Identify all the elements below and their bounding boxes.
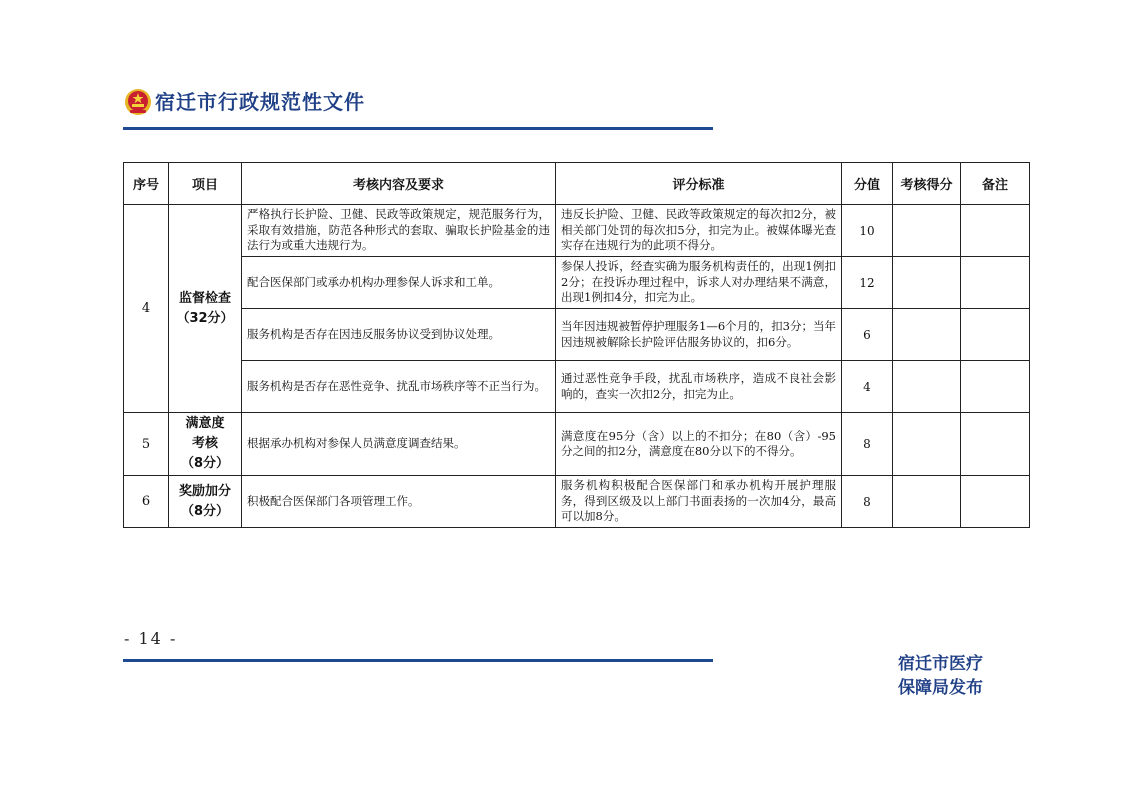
row-number: 6	[124, 476, 169, 528]
header-item: 项目	[169, 163, 242, 205]
content-cell: 服务机构是否存在因违反服务协议受到协议处理。	[242, 309, 556, 361]
content-cell: 根据承办机构对参保人员满意度调查结果。	[242, 413, 556, 476]
item-points: （32分）	[176, 310, 234, 326]
item-name-line2: 考核	[191, 436, 218, 451]
item-name: 奖励加分	[178, 483, 231, 499]
note-cell	[961, 476, 1030, 528]
item-cell	[169, 413, 242, 476]
header-criteria: 评分标准	[556, 163, 842, 205]
criteria-cell: 满意度在95分（含）以上的不扣分；在80（含）-95分之间的扣2分，满意度在80分以下的不得分。	[556, 413, 842, 476]
publisher-label	[898, 652, 998, 700]
score-cell: 12	[842, 257, 893, 309]
content-cell: 服务机构是否存在恶性竞争、扰乱市场秩序等不正当行为。	[242, 361, 556, 413]
publisher-line1: 宿迁市医疗	[898, 654, 983, 674]
header-result: 考核得分	[893, 163, 961, 205]
score-cell: 8	[842, 413, 893, 476]
header-divider	[123, 127, 713, 130]
row-number: 5	[124, 413, 169, 476]
criteria-cell: 服务机构积极配合医保部门和承办机构开展护理服务，得到区级及以上部门书面表扬的一次加4分，最高可以加8分。	[556, 476, 842, 528]
note-cell	[961, 413, 1030, 476]
header-content: 考核内容及要求	[242, 163, 556, 205]
result-cell	[893, 361, 961, 413]
publisher-line2: 保障局发布	[898, 678, 983, 698]
result-cell	[893, 476, 961, 528]
score-cell: 8	[842, 476, 893, 528]
table-row	[124, 257, 1030, 309]
criteria-cell: 参保人投诉，经查实确为服务机构责任的，出现1例扣2分；在投诉办理过程中，诉求人对办理结果不满意，出现1例扣4分，扣完为止。	[556, 257, 842, 309]
criteria-cell: 违反长护险、卫健、民政等政策规定的每次扣2分，被相关部门处罚的每次扣5分，扣完为止。被媒体曝光查实存在违规行为的此项不得分。	[556, 205, 842, 257]
result-cell	[893, 205, 961, 257]
item-name: 监督检查	[178, 290, 231, 306]
page-number: - 14 -	[124, 629, 178, 648]
score-cell: 10	[842, 205, 893, 257]
content-cell: 配合医保部门或承办机构办理参保人诉求和工单。	[242, 257, 556, 309]
assessment-table	[123, 162, 1030, 528]
table-row	[124, 361, 1030, 413]
row-number: 4	[124, 205, 169, 413]
item-cell	[169, 476, 242, 528]
note-cell	[961, 257, 1030, 309]
score-cell: 6	[842, 309, 893, 361]
result-cell	[893, 413, 961, 476]
item-name-line1: 满意度	[185, 416, 225, 431]
note-cell	[961, 205, 1030, 257]
footer-divider	[123, 659, 713, 662]
table-row	[124, 413, 1030, 476]
table-row	[124, 205, 1030, 257]
item-points: （8分）	[180, 503, 230, 519]
score-cell: 4	[842, 361, 893, 413]
result-cell	[893, 309, 961, 361]
note-cell	[961, 309, 1030, 361]
header-no: 序号	[124, 163, 169, 205]
note-cell	[961, 361, 1030, 413]
document-header-title: 宿迁市行政规范性文件	[155, 90, 365, 114]
table-header-row	[124, 163, 1030, 205]
result-cell	[893, 257, 961, 309]
header-score: 分值	[842, 163, 893, 205]
table-row	[124, 476, 1030, 528]
national-emblem-icon	[124, 88, 152, 116]
content-cell: 严格执行长护险、卫健、民政等政策规定，规范服务行为，采取有效措施，防范各种形式的套取、骗取长护险基金的违法行为或重大违规行为。	[242, 205, 556, 257]
criteria-cell: 当年因违规被暂停护理服务1—6个月的，扣3分；当年因违规被解除长护险评估服务协议的，扣6分。	[556, 309, 842, 361]
item-cell	[169, 205, 242, 413]
content-cell: 积极配合医保部门各项管理工作。	[242, 476, 556, 528]
criteria-cell: 通过恶性竞争手段，扰乱市场秩序，造成不良社会影响的，查实一次扣2分，扣完为止。	[556, 361, 842, 413]
table-row	[124, 309, 1030, 361]
item-points: （8分）	[180, 456, 230, 471]
header-note: 备注	[961, 163, 1030, 205]
